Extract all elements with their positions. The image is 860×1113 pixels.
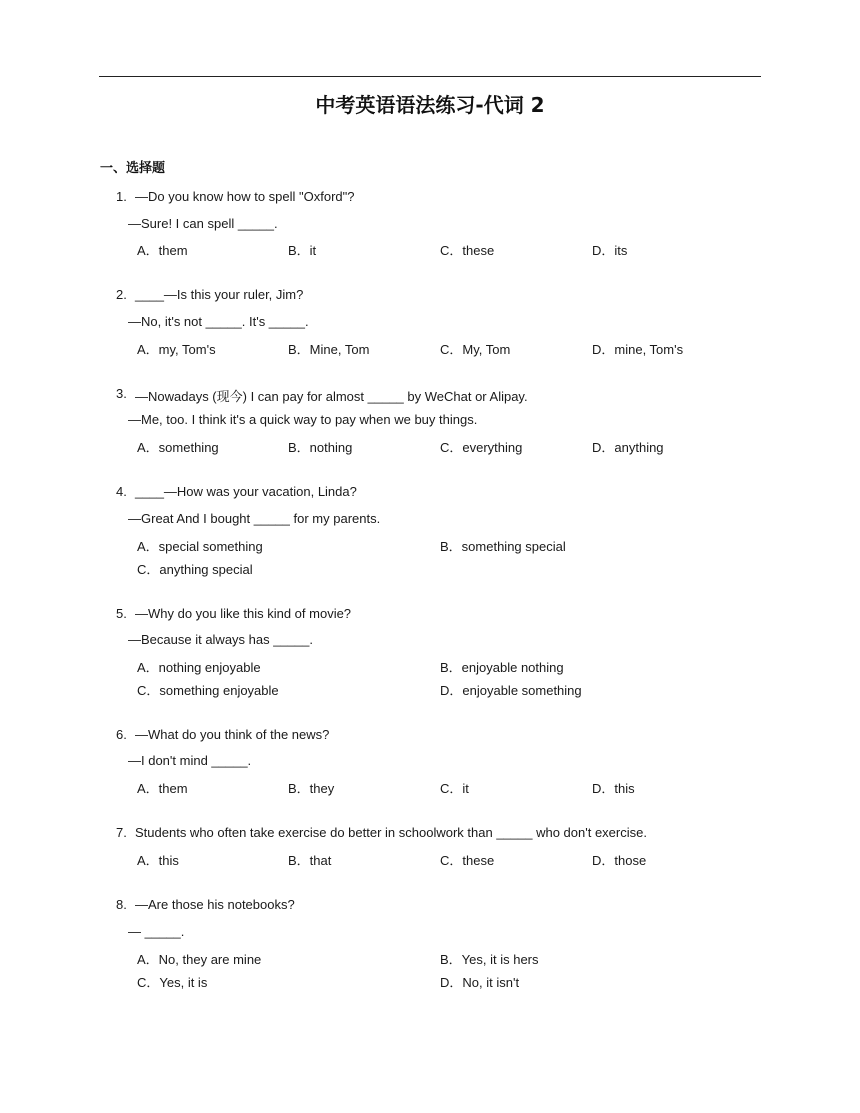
question-text: —Why do you like this kind of movie? bbox=[135, 606, 352, 621]
option-c[interactable]: C．Yes, it is bbox=[137, 975, 208, 990]
option-b[interactable]: B．it bbox=[288, 243, 317, 258]
option-c[interactable]: C．these bbox=[440, 853, 495, 868]
question-text: ____—How was your vacation, Linda? bbox=[135, 484, 357, 499]
question-response: —Because it always has _____. bbox=[128, 632, 313, 647]
option-c[interactable]: C．it bbox=[440, 781, 469, 796]
option-b[interactable]: B．Yes, it is hers bbox=[440, 952, 539, 967]
question-number: 2. bbox=[116, 287, 127, 302]
option-d[interactable]: D．No, it isn't bbox=[440, 975, 520, 990]
option-c[interactable]: C．these bbox=[440, 243, 495, 258]
option-c[interactable]: C．anything special bbox=[137, 562, 253, 577]
option-b[interactable]: B．Mine, Tom bbox=[288, 342, 370, 357]
question-number: 6. bbox=[116, 727, 127, 742]
question-number: 8. bbox=[116, 897, 127, 912]
question-response: — _____. bbox=[128, 924, 185, 939]
option-a[interactable]: A．them bbox=[137, 781, 188, 796]
question-number: 7. bbox=[116, 825, 127, 840]
option-b[interactable]: B．enjoyable nothing bbox=[440, 660, 564, 675]
question-number: 5. bbox=[116, 606, 127, 621]
option-c[interactable]: C．My, Tom bbox=[440, 342, 511, 357]
option-d[interactable]: D．those bbox=[592, 853, 647, 868]
question-response: —No, it's not _____. It's _____. bbox=[128, 314, 309, 329]
question-number: 1. bbox=[116, 189, 127, 204]
option-d[interactable]: D．mine, Tom's bbox=[592, 342, 684, 357]
option-a[interactable]: A．this bbox=[137, 853, 179, 868]
question-text: ____—Is this your ruler, Jim? bbox=[135, 287, 304, 302]
question-text: —Do you know how to spell "Oxford"? bbox=[135, 189, 355, 204]
section-heading: 一、选择题 bbox=[100, 161, 166, 176]
option-a[interactable]: A．them bbox=[137, 243, 188, 258]
question-text: —What do you think of the news? bbox=[135, 727, 330, 742]
option-b[interactable]: B．they bbox=[288, 781, 335, 796]
question-text: Students who often take exercise do better in schoolwork than _____ who don't exercise. bbox=[135, 825, 647, 840]
option-c[interactable]: C．something enjoyable bbox=[137, 683, 279, 698]
question-response: —Sure! I can spell _____. bbox=[128, 216, 278, 231]
question-response: —Great And I bought _____ for my parents. bbox=[128, 511, 381, 526]
option-d[interactable]: D．this bbox=[592, 781, 635, 796]
option-a[interactable]: A．something bbox=[137, 440, 219, 455]
question-text: —Are those his notebooks? bbox=[135, 897, 295, 912]
question-response: —Me, too. I think it's a quick way to pay when we buy things. bbox=[128, 412, 478, 427]
option-b[interactable]: B．something special bbox=[440, 539, 566, 554]
question-number: 3. bbox=[116, 386, 127, 401]
option-a[interactable]: A．No, they are mine bbox=[137, 952, 262, 967]
question-text: —Nowadays (现今) I can pay for almost _____ by WeChat or Alipay. bbox=[135, 389, 528, 404]
option-b[interactable]: B．nothing bbox=[288, 440, 353, 455]
question-response: —I don't mind _____. bbox=[128, 753, 252, 768]
option-d[interactable]: D．enjoyable something bbox=[440, 683, 582, 698]
option-a[interactable]: A．nothing enjoyable bbox=[137, 660, 261, 675]
option-d[interactable]: D．anything bbox=[592, 440, 664, 455]
page-title: 中考英语语法练习-代词 2 bbox=[315, 93, 545, 117]
option-c[interactable]: C．everything bbox=[440, 440, 523, 455]
question-number: 4. bbox=[116, 484, 127, 499]
option-a[interactable]: A．my, Tom's bbox=[137, 342, 216, 357]
option-d[interactable]: D．its bbox=[592, 243, 628, 258]
option-a[interactable]: A．special something bbox=[137, 539, 263, 554]
header-rule bbox=[99, 76, 761, 77]
option-b[interactable]: B．that bbox=[288, 853, 332, 868]
